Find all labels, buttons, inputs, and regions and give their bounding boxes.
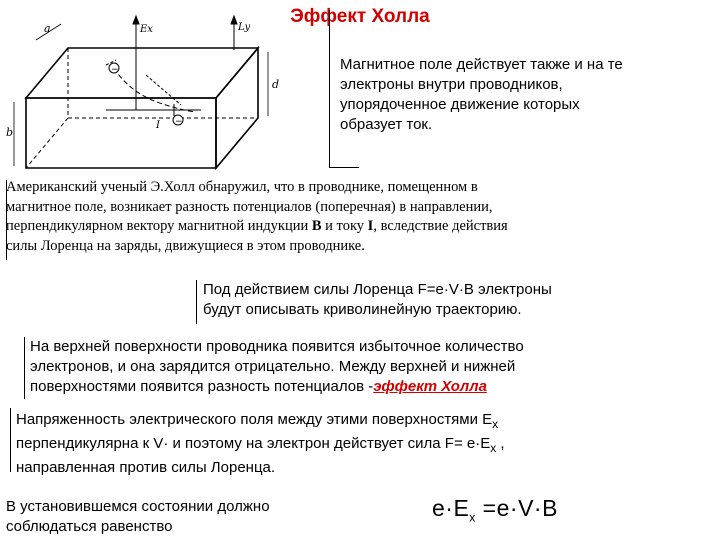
label-ex: Ex: [140, 24, 153, 35]
steady-state-paragraph: В установившемся состоянии должно соблюдаться равенство: [6, 498, 270, 535]
lorentz-paragraph: Под действием силы Лоренца F=e·V·B электроны будут описывать криволинейную траекторию.: [203, 281, 552, 318]
top-surface-paragraph: На верхней поверхности проводника появится избыточное количество электронов, и она зарядится отрицательно. Между верхней и нижней поверхностями появится разность потенциалов -эффект Холла: [30, 338, 524, 395]
label-d: d: [272, 78, 280, 91]
label-i: I: [156, 120, 160, 131]
electron-sign-2: −: [175, 117, 183, 127]
intro-line: Магнитное поле действует также и на те: [340, 56, 623, 73]
box-side-face: [216, 48, 258, 168]
intro-line: упорядоченное движение которых: [340, 96, 580, 113]
field-paragraph: Напряженность электрического поля между этими поверхностями $E_x$ перпендикулярна к V· и поэтому на электрон действует сила $F= e\cdot E_x$ , направленная против силы Лоренца.: [16, 411, 505, 476]
page-title: Эффект Холла: [290, 6, 430, 27]
electron-trajectory: [114, 68, 196, 112]
intro-text: [340, 55, 670, 135]
intro-line: электроны внутри проводников,: [340, 76, 563, 93]
label-ly: Ly: [238, 22, 251, 33]
label-a: a: [44, 22, 51, 35]
intro-line: образует ток.: [340, 116, 433, 133]
hall-discovery-paragraph: Американский ученый Э.Холл обнаружил, что в проводнике, помещенном в магнитное поле, возникает разность потенциалов (поперечная) в направлении, перпендикулярном вектору магнитной индукции B и току I, вследствие действия силы Лоренца на заряды, движущиеся в этом проводнике.: [6, 179, 508, 254]
label-b: b: [6, 126, 14, 139]
electron-sign-1: −: [111, 65, 119, 75]
hall-effect-highlight: эффект Холла: [373, 378, 487, 395]
hall-effect-diagram: [6, 10, 316, 178]
box-front-face: [26, 98, 216, 168]
equilibrium-formula: $e\cdot E_x =e\cdot V\cdot B$: [432, 495, 558, 525]
